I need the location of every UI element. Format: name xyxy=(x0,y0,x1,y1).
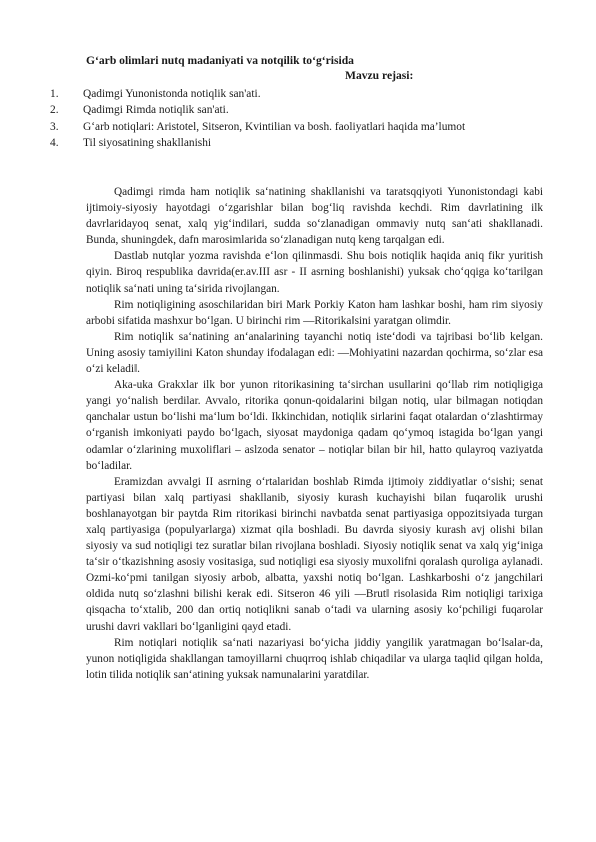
document-title: G‘arb olimlari nutq madaniyati va notqilik to‘g‘risida xyxy=(86,54,354,67)
plan-item-number: 4. xyxy=(50,136,59,149)
plan-item-text: Qadimgi Yunonistonda notiqlik san'ati. xyxy=(83,88,261,100)
plan-item-number: 3. xyxy=(50,120,59,133)
paragraph: Rim notiqligining asoschilaridan biri Mark Porkiy Katon ham lashkar boshi, ham rim siyosiy arbobi sifatida mashxur bo‘lgan. U birinchi rim ―Ritorika‖sini yaratgan olimdir. xyxy=(86,298,543,327)
plan-item-text: Til siyosatining shakllanishi xyxy=(83,136,212,149)
plan-item-number: 2. xyxy=(50,104,59,117)
plan-item-text: Qadimgi Rimda notiqlik san'ati. xyxy=(83,104,229,117)
paragraph: Qadimgi rimda ham notiqlik sa‘natining shakllanishi va taratsqqiyoti Yunonistondagi kabi ijtimoiy-siyosiy hayotdagi o‘zgarishlar bilan bog‘liq ravishda kechdi. Rim davrlatining ilk davrlaridayoq senat, xalq yig‘indilari, sudda so‘zlanadigan ommaviy nutq san‘ati shakllanadi. Bunda, shuningdek, dafn marosimlarida so‘zlanadigan nutq keng tarqalgan edi. xyxy=(86,186,543,247)
plan-item-number: 1. xyxy=(50,88,59,100)
plan-item xyxy=(50,102,590,118)
paragraph: Aka-uka Grakxlar ilk bor yunon ritorikasining ta‘sirchan usullarini qo‘llab rim notiqligiga yangi yo‘nalish berdilar. Avvalo, ritorika qonun-qoidalarini bilgan notiq, ular bilmagan notiqdan qanchalar ustun bo‘lishi ma‘lum bo‘ldi. Ikkinchidan, notiqlik sirlarini faqat otalardan o‘zlashtirmay o‘rganish imkoniyati paydo bo‘lgach, siyosat maydoniga qadam qo‘ymoq istagida bo‘lgan yangi odamlar o‘zlarining muxoliflari – aslzoda senator – notiqlar bilan bir hil, hatto qulayroq vaziyatda bo‘ladilar. xyxy=(86,379,543,472)
plan-list xyxy=(50,86,590,151)
plan-heading: Mavzu rejasi: xyxy=(345,69,414,82)
paragraph: Rim notiqlik sa‘natining an‘analarining tayanchi notiq iste‘dodi va tajribasi bo‘lib kelgan. Uning asosiy tamiyilini Katon shunday ifodalagan edi: ―Mohiyatini nazardan qochirma, so‘zlar esa o‘zi keladi‖. xyxy=(86,330,543,376)
paragraph: Dastlab nutqlar yozma ravishda e‘lon qilinmasdi. Shu bois notiqlik haqida aniq fikr yuritish qiyin. Biroq respublika davrida(er.av.III asr - II asrning boshlanishi) yuksak cho‘qqiga ko‘tarilgan notiqlik sa‘nati uning ta‘sirida rivojlangan. xyxy=(86,250,543,295)
plan-item xyxy=(50,86,590,102)
paragraph: Rim notiqlari notiqlik sa‘nati nazariyasi bo‘yicha jiddiy yangilik yaratmagan bo‘lsalar-da, yunon notiqligida shakllangan tamoyillarni chuqrroq ishlab chiqadilar va ularga taqlid qilgan holda, lotin tilida notiqlik san‘atining yuksak namunalarini yaratdilar. xyxy=(86,636,543,681)
paragraph: Eramizdan avvalgi II asrning o‘rtalaridan boshlab Rimda ijtimoiy ziddiyatlar o‘sishi; senat partiyasi bilan xalq partiyasi shakllanib, siyosiy kurash kuchayishi bilan fuqarolik urushi boshlanayotgan bir paytda Rim ritorikasi birinchi navbatda senat partiyasiga oppozitsiyada turgan xalq partiyasiga (populyarlarga) xizmat qila boshladi. Bu davrda siyosiy kurash avj olishi bilan siyosiy va sud notiqligi tez suratlar bilan rivojlana boshladi. Siyosiy notiqlik senat va xalq yig‘iniga ta‘sir o‘tkazishning asosiy vositasiga, sud notiqligi esa siyosiy muxolifni qoralash quroliga aylanadi. Ozmi-ko‘pmi tanilgan siyosiy arbob, albatta, yaxshi notiq bo‘lgan. Lashkarboshi o‘z jangchilari oldida nutq so‘zlashni bilishi kerak edi. Sitseron 46 yili ―Brut‖ risolasida Rim notiqligi tarixiga qisqacha to‘xtalib, 200 dan ortiq notiqlikni sanab o‘tadi va ularning asosiy ko‘pchiligi fuqarolar urushi davri vakllari bo‘lganligini qayd etadi. xyxy=(86,475,543,633)
plan-item xyxy=(50,135,590,151)
body-text xyxy=(86,184,543,683)
plan-item xyxy=(50,119,590,135)
plan-item-text: G‘arb notiqlari: Aristotel, Sitseron, Kvintilian va bosh. faoliyatlari haqida ma’lumot xyxy=(83,120,466,133)
